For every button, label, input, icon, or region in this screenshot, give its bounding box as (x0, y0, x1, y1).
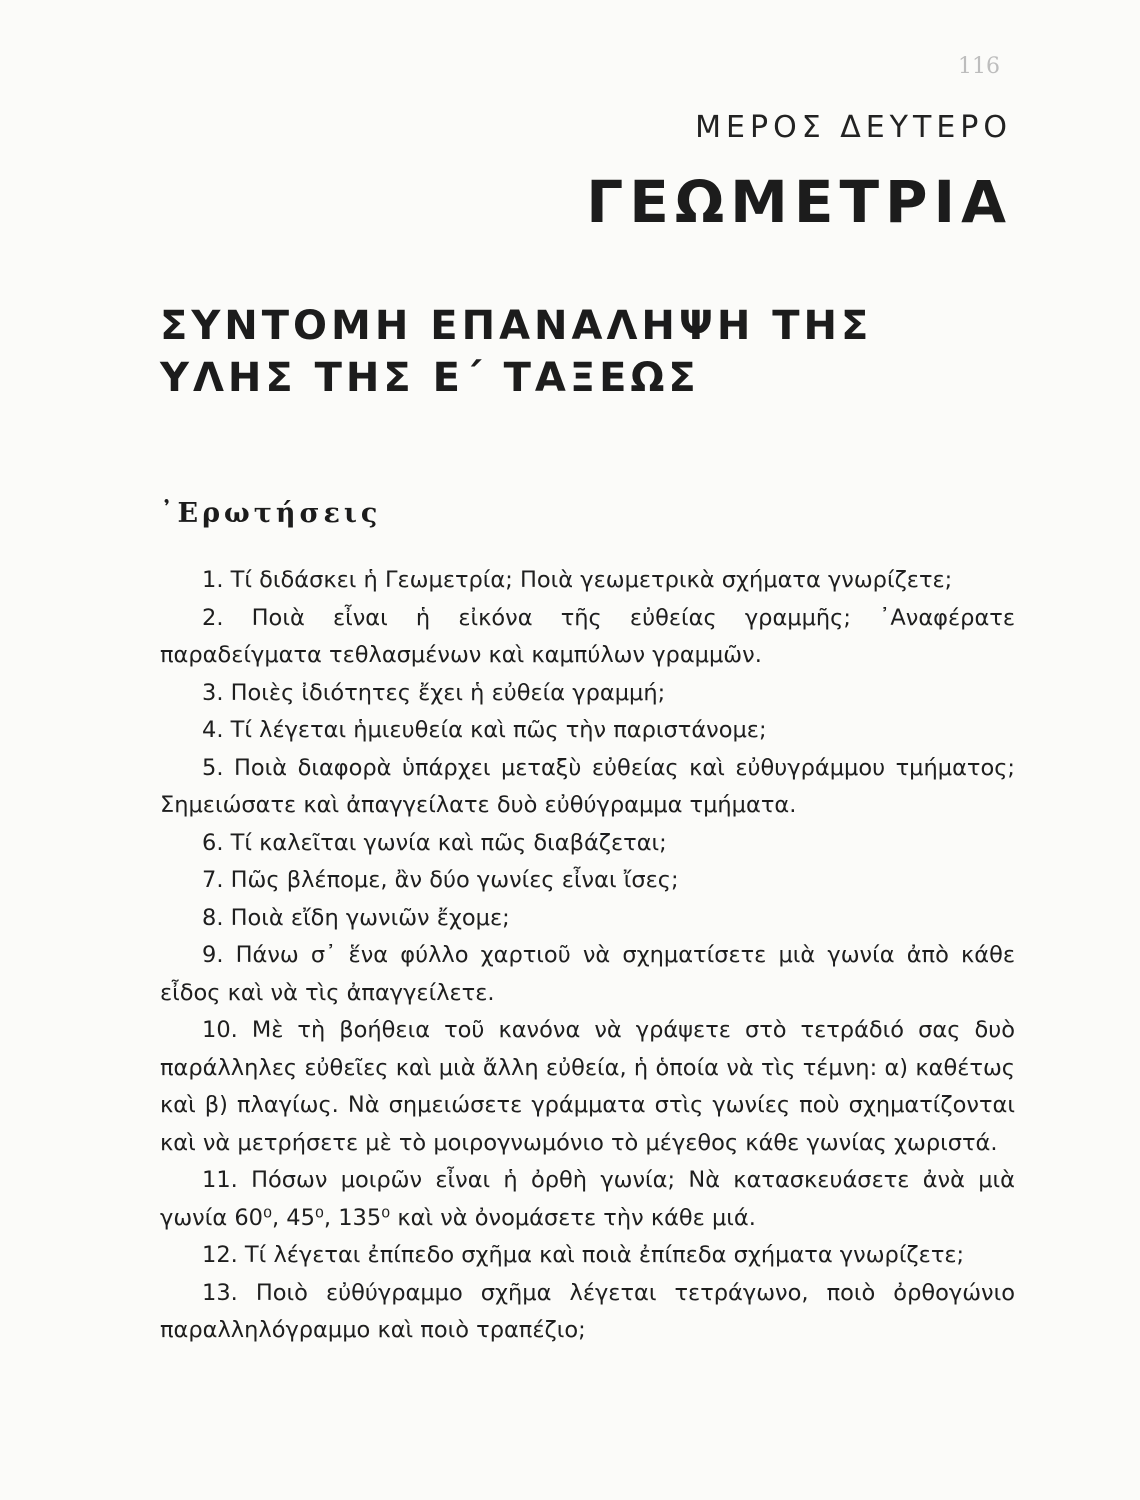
subject-title: ΓΕΩΜΕΤΡΙΑ (586, 168, 1012, 236)
question-item: 8. Ποιὰ εἴδη γωνιῶν ἔχομε; (202, 904, 510, 931)
question-item: 2. Ποιὰ εἶναι ἡ εἰκόνα τῆς εὐθείας γραμμῆς; ᾿Αναφέρατε παραδείγματα τεθλασμένων καὶ καμπύλων γραμμῶν. (160, 604, 1015, 668)
question-item: 7. Πῶς βλέπομε, ἂν δύο γωνίες εἶναι ἴσες; (202, 867, 679, 893)
question-item: 9. Πάνω σ᾿ ἕνα φύλλο χαρτιοῦ νὰ σχηματίσετε μιὰ γωνία ἀπὸ κάθε εἶδος καὶ νὰ τὶς ἀπαγγείλετε. (160, 942, 1015, 1006)
section-title (160, 300, 872, 404)
questions-heading: ᾿Ερωτήσεις (160, 498, 382, 529)
question-item: 10. Μὲ τὴ βοήθεια τοῦ κανόνα νὰ γράψετε στὸ τετράδιό σας δυὸ παράλληλες εὐθεῖες καὶ μιὰ ἄλλη εὐθεία, ἡ ὁποία νὰ τὶς τέμνη: α) καθέτως καὶ β) πλαγίως. Νὰ σημειώσετε γράμματα στὶς γωνίες ποὺ σχηματίζονται καὶ νὰ μετρήσετε μὲ τὸ μοιρογνωμόνιο τὸ μέγεθος κάθε γωνίας χωριστά. (160, 1017, 1015, 1156)
question-item: 3. Ποιὲς ἰδιότητες ἔχει ἡ εὐθεία γραμμή; (202, 679, 666, 706)
section-title-line-1: ΣΥΝΤΟΜΗ ΕΠΑΝΑΛΗΨΗ ΤΗΣ (160, 303, 873, 349)
section-title-line-2: ΥΛΗΣ ΤΗΣ Ε΄ ΤΑΞΕΩΣ (160, 355, 700, 401)
question-item: 5. Ποιὰ διαφορὰ ὑπάρχει μεταξὺ εὐθείας καὶ εὐθυγράμμου τμήματος; Σημειώσατε καὶ ἀπαγγείλατε δυὸ εὐθύγραμμα τμήματα. (160, 754, 1015, 818)
question-item: 4. Τί λέγεται ἡμιευθεία καὶ πῶς τὴν παριστάνομε; (202, 717, 767, 743)
question-item: 11. Πόσων μοιρῶν εἶναι ἡ ὀρθὴ γωνία; Νὰ κατασκευάσετε ἀνὰ μιὰ γωνία 60⁰, 45⁰, 135⁰ καὶ νὰ ὀνομάσετε τὴν κάθε μιά. (160, 1167, 1015, 1231)
page-number: 116 (958, 54, 1000, 79)
question-item: 13. Ποιὸ εὐθύγραμμο σχῆμα λέγεται τετράγωνο, ποιὸ ὀρθογώνιο παραλληλόγραμμο καὶ ποιὸ τραπέζιο; (160, 1279, 1015, 1343)
questions-list (160, 562, 1015, 1350)
question-item: 12. Τί λέγεται ἐπίπεδο σχῆμα καὶ ποιὰ ἐπίπεδα σχήματα γνωρίζετε; (202, 1242, 965, 1268)
question-item: 6. Τί καλεῖται γωνία καὶ πῶς διαβάζεται; (202, 829, 667, 856)
question-item: 1. Τί διδάσκει ἡ Γεωμετρία; Ποιὰ γεωμετρικὰ σχήματα γνωρίζετε; (202, 567, 953, 593)
part-label: ΜΕΡΟΣ ΔΕΥΤΕΡΟ (695, 110, 1012, 145)
